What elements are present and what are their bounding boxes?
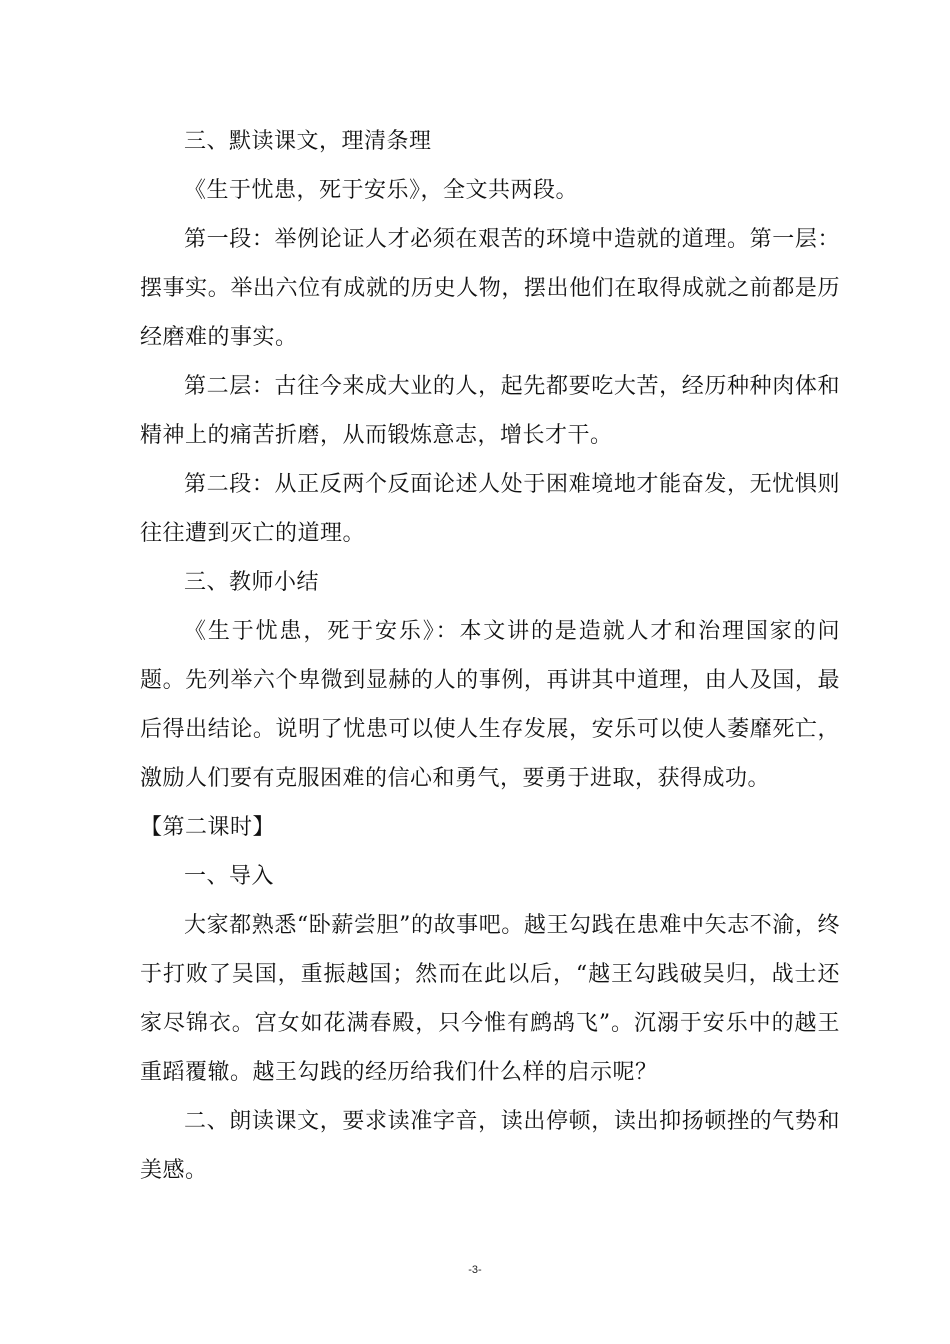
paragraph-summary: 《生于忧患，死于安乐》：本文讲的是造就人才和治理国家的问题。先列举六个卑微到显赫的人的事例，再讲其中道理，由人及国，最后得出结论。说明了忧患可以使人生存发展，安乐可以使人萎靡死亡，激励人们要有克服困难的信心和勇气，要勇于进取，获得成功。 [140,619,840,791]
paragraph-overview: 《生于忧患，死于安乐》，全文共两段。 [184,178,579,203]
lesson-heading-second-period: 【第二课时】 [140,815,276,840]
section-heading-introduction: 一、导入 [184,864,275,889]
paragraph-introduction: 大家都熟悉“卧薪尝胆”的故事吧。越王勾践在患难中矢志不渝，终于打败了吴国，重振越国；然而在此以后，“越王勾践破吴归，战士还家尽锦衣。宫女如花满春殿，只今惟有鹧鸪飞”。沉溺于安乐中的越王重蹈覆辙。越王勾践的经历给我们什么样的启示呢？ [140,913,840,1085]
paragraph-first-section: 第一段：举例论证人才必须在艰苦的环境中造就的道理。第一层：摆事实。举出六位有成就的历史人物，摆出他们在取得成就之前都是历经磨难的事实。 [140,227,840,350]
paragraph-second-layer: 第二层：古往今来成大业的人，起先都要吃大苦，经历种种肉体和精神上的痛苦折磨，从而锻炼意志，增长才干。 [140,374,840,448]
paragraph-second-section: 第二段：从正反两个反面论述人处于困难境地才能奋发，无忧惧则往往遭到灭亡的道理。 [140,472,840,546]
section-heading-teacher-summary: 三、教师小结 [184,570,320,595]
paragraph-reading-aloud: 二、朗读课文，要求读准字音，读出停顿，读出抑扬顿挫的气势和美感。 [140,1109,840,1183]
page-number: -3- [468,1264,482,1276]
document-body [140,117,840,1195]
section-heading-read-silently: 三、默读课文，理清条理 [184,129,432,154]
